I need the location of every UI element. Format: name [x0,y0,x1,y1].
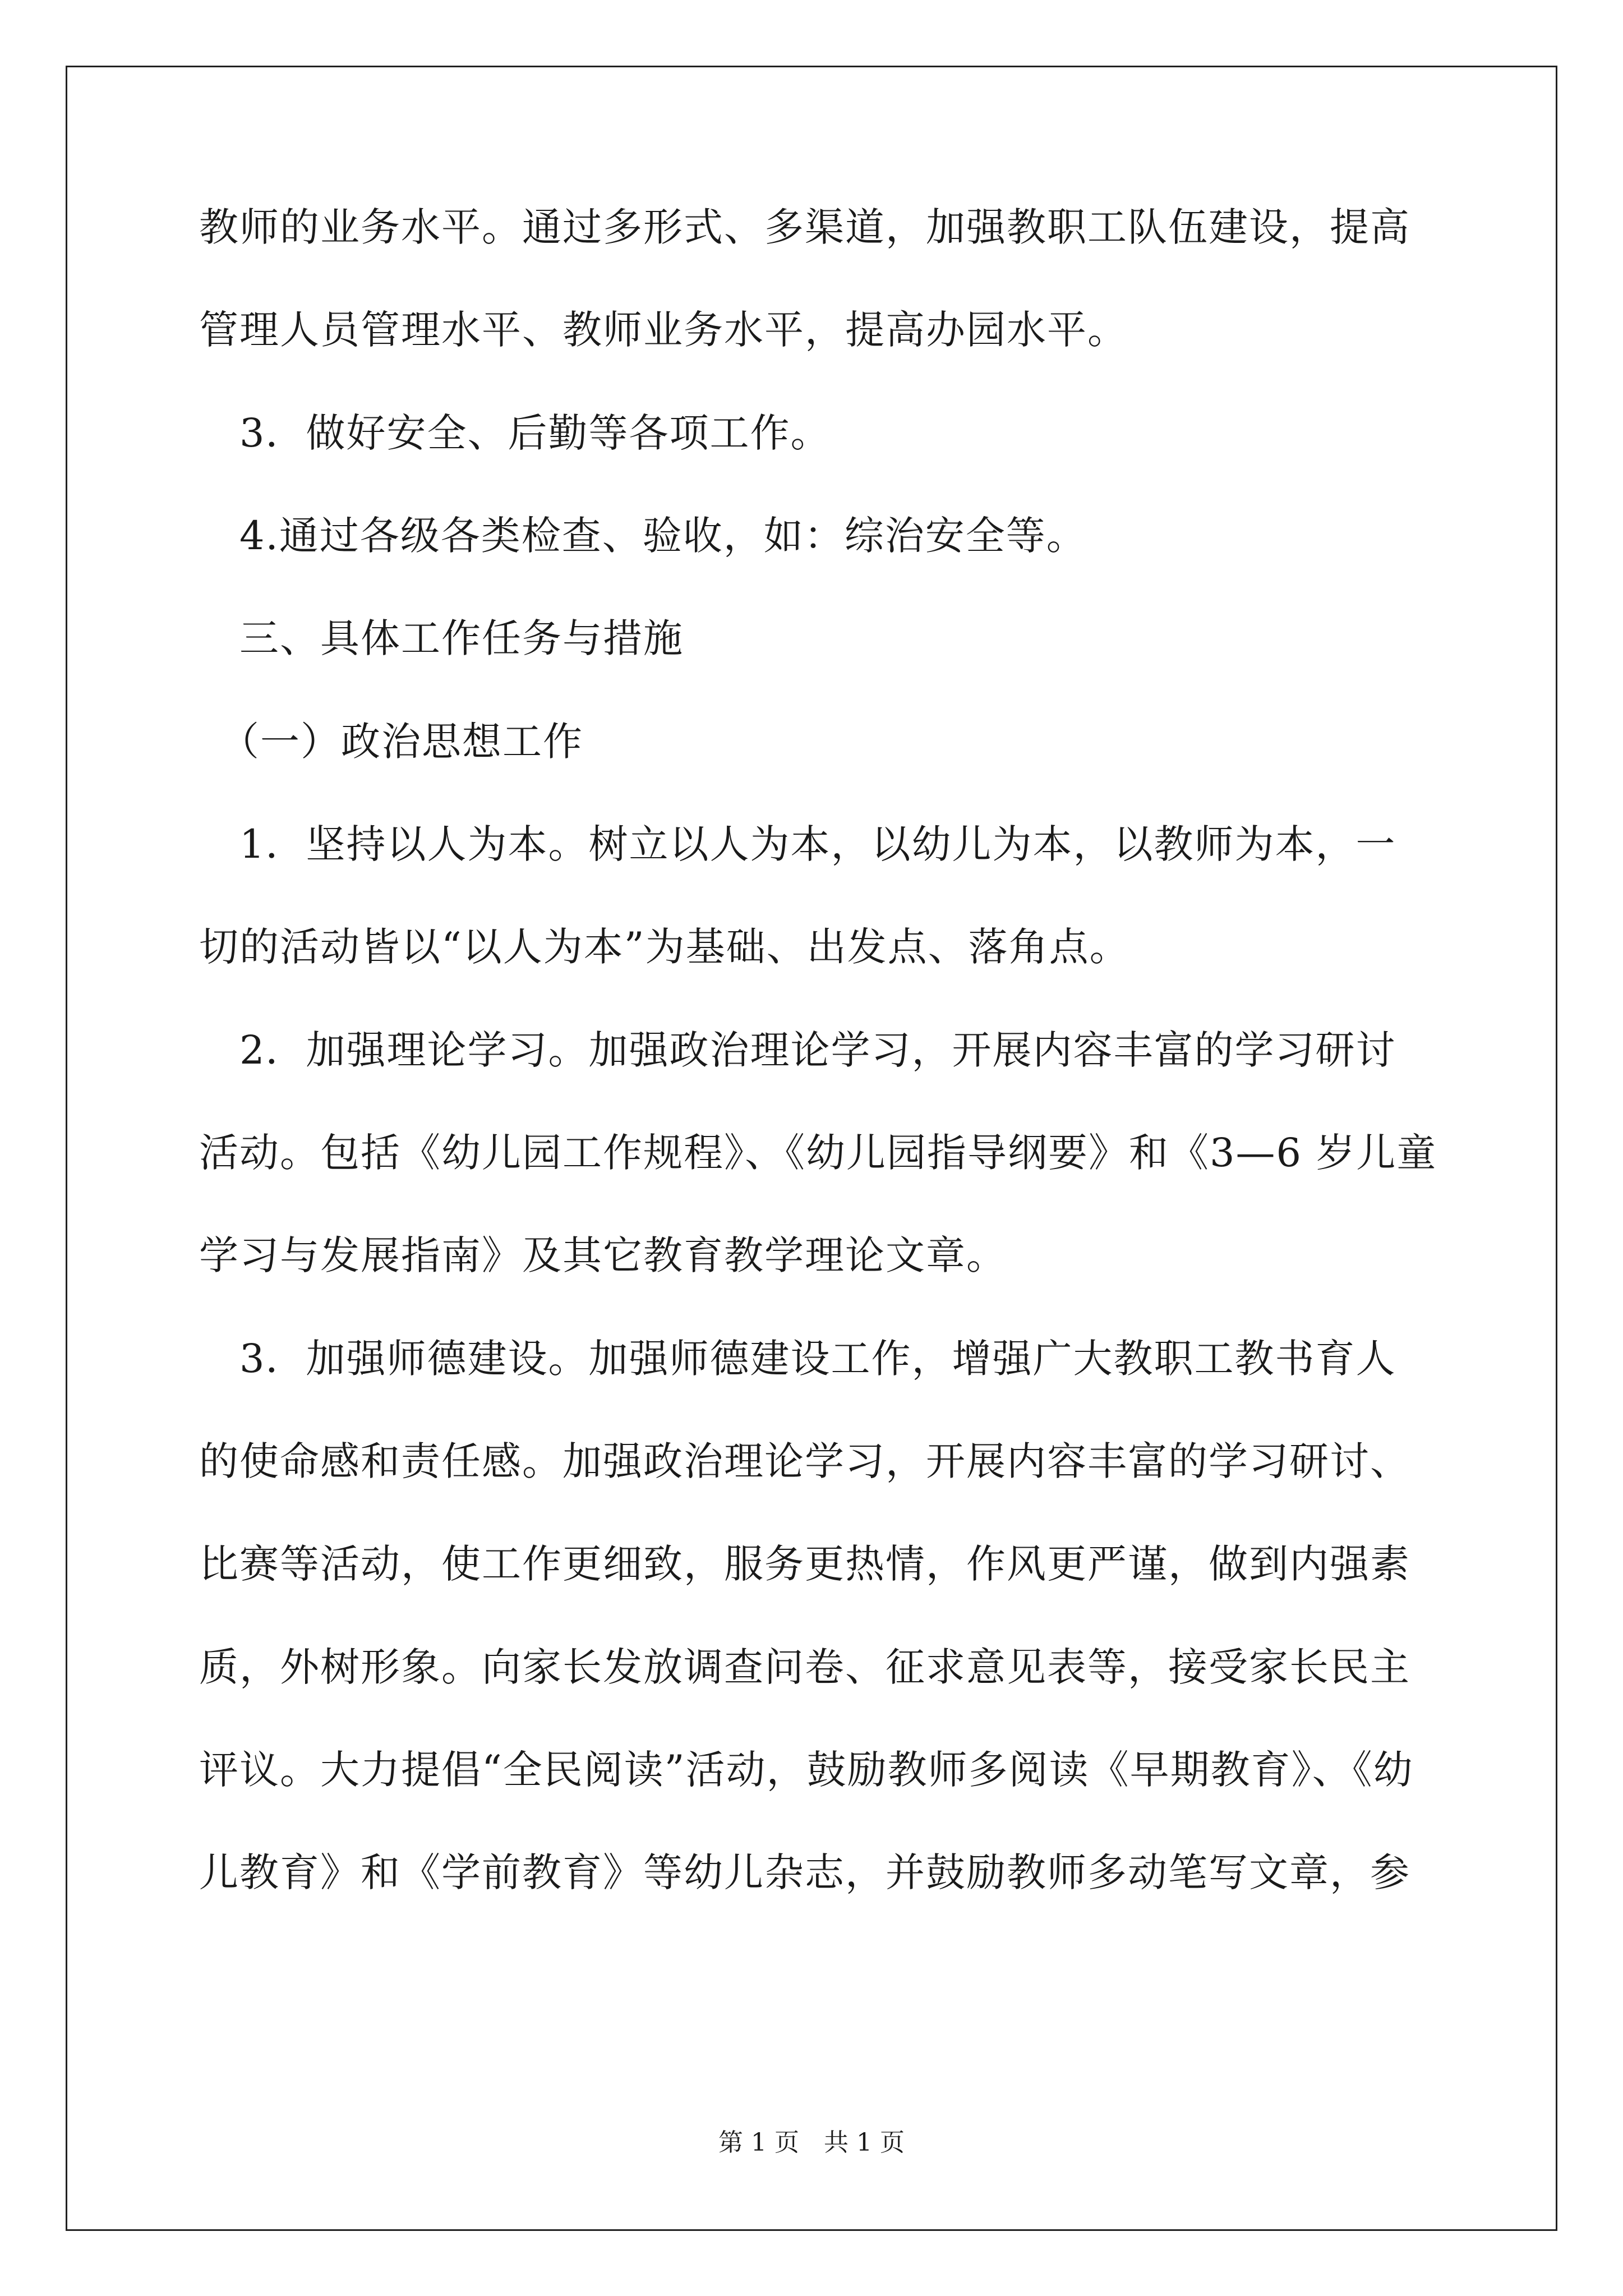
text-line: 切的活动皆以“以人为本”为基础、出发点、落角点。 [199,924,1130,970]
text-line: 质，外树形象。向家长发放调查问卷、征求意见表等，接受家长民主 [199,1644,1410,1690]
text-line: 儿教育》和《学前教育》等幼儿杂志，并鼓励教师多动笔写文章，参 [199,1849,1410,1895]
text-line: 的使命感和责任感。加强政治理论学习，开展内容丰富的学习研讨、 [199,1438,1410,1484]
text-line: 4.通过各级各类检查、验收，如：综治安全等。 [199,513,1087,559]
text-line: 3．加强师德建设。加强师德建设工作，增强广大教职工教书育人 [199,1336,1396,1382]
text-line: 学习与发展指南》及其它教育教学理论文章。 [199,1232,1007,1278]
text-line: 比赛等活动，使工作更细致，服务更热情，作风更严谨，做到内强素 [199,1541,1410,1587]
text-line: 评议。大力提倡“全民阅读”活动，鼓励教师多阅读《早期教育》、《幼 [199,1747,1414,1793]
page-footer: 第 1 页 共 1 页 [718,2128,905,2157]
text-line: 活动。包括《幼儿园工作规程》、《幼儿园指导纲要》和《3—6 岁儿童 [199,1130,1437,1176]
subsection-heading: （一）政治思想工作 [199,719,583,765]
text-line: 1．坚持以人为本。树立以人为本，以幼儿为本，以教师为本，一 [199,821,1396,867]
text-line: 管理人员管理水平、教师业务水平，提高办园水平。 [199,307,1128,353]
section-heading: 三、具体工作任务与措施 [199,615,684,661]
text-line: 教师的业务水平。通过多形式、多渠道，加强教职工队伍建设，提高 [199,204,1410,250]
text-line: 3．做好安全、后勤等各项工作。 [199,410,831,456]
text-line: 2．加强理论学习。加强政治理论学习，开展内容丰富的学习研讨 [199,1027,1396,1073]
